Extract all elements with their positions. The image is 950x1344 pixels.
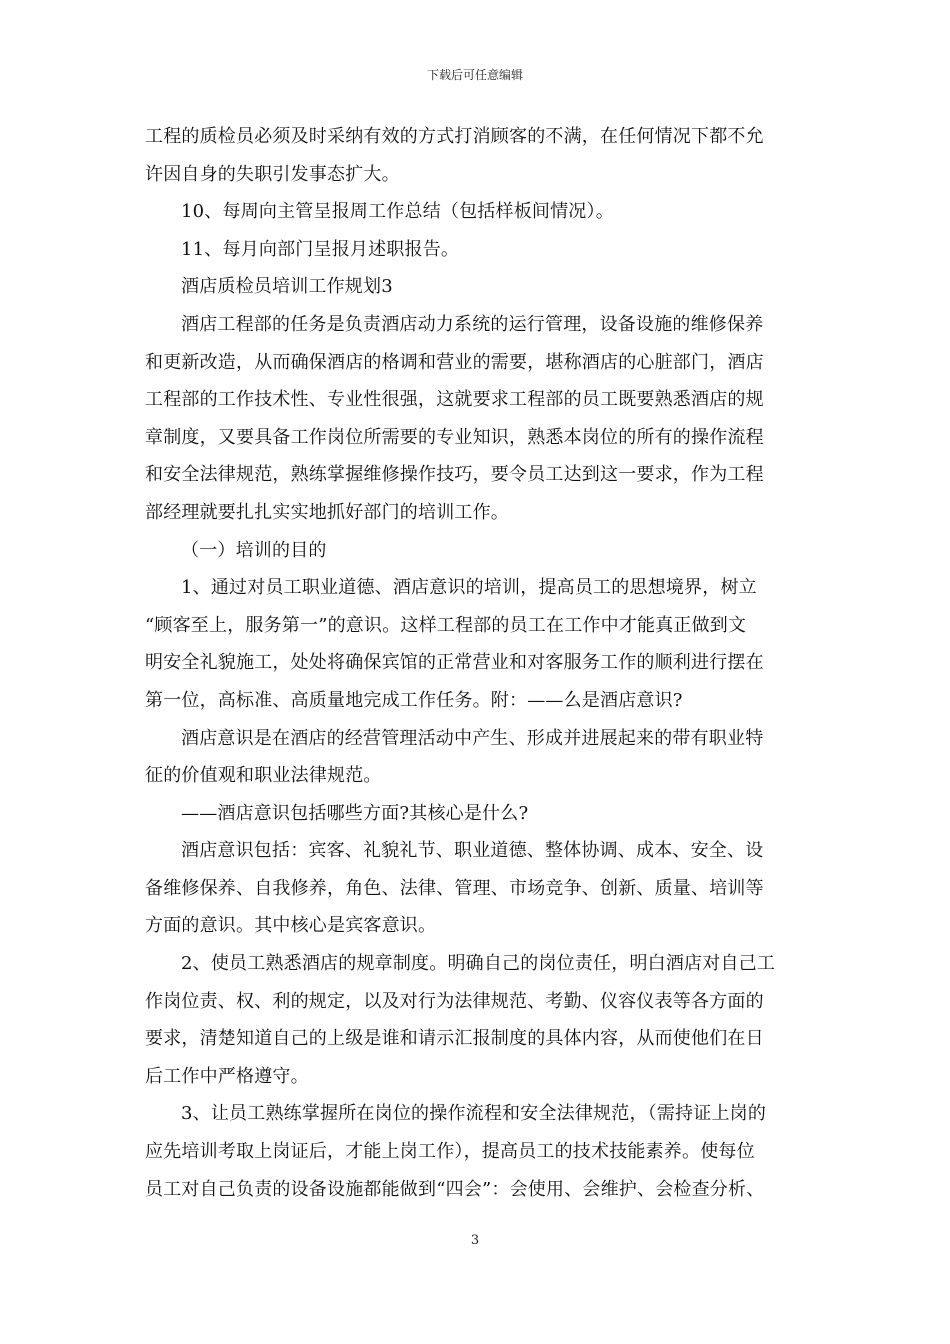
text-line: 工程部的工作技术性、专业性很强，这就要求工程部的员工既要熟悉酒店的规 bbox=[145, 389, 764, 411]
page-header: 下载后可任意编辑 bbox=[426, 68, 523, 82]
text-line: 11、每月向部门呈报月述职报告。 bbox=[181, 238, 460, 260]
text-line: 第一位，高标准、高质量地完成工作任务。附：——么是酒店意识? bbox=[145, 689, 683, 711]
text-line: 方面的意识。其中核心是宾客意识。 bbox=[145, 915, 437, 937]
text-line: 1、通过对员工职业道德、酒店意识的培训，提高员工的思想境界，树立 bbox=[181, 577, 757, 599]
text-line: ——酒店意识包括哪些方面?其核心是什么? bbox=[181, 802, 529, 824]
text-line: 备维修保养、自我修养，角色、法律、管理、市场竞争、创新、质量、培训等 bbox=[145, 877, 764, 899]
text-line: 2、使员工熟悉酒店的规章制度。明确自己的岗位责任，明白酒店对自己工 bbox=[181, 953, 776, 975]
text-line: 作岗位责、权、利的规定，以及对行为法律规范、考勤、仪容仪表等各方面的 bbox=[145, 990, 764, 1012]
text-line: 征的价值观和职业法律规范。 bbox=[145, 765, 382, 787]
text-line: 应先培训考取上岗证后，才能上岗工作），提高员工的技术技能素养。使每位 bbox=[145, 1141, 755, 1163]
text-line: （一）培训的目的 bbox=[181, 539, 327, 561]
text-line: 明安全礼貌施工，处处将确保宾馆的正常营业和对客服务工作的顺利进行摆在 bbox=[145, 652, 764, 674]
text-line: 章制度，又要具备工作岗位所需要的专业知识，熟悉本岗位的所有的操作流程 bbox=[145, 426, 764, 448]
text-line: 和安全法律规范，熟练掌握维修操作技巧，要令员工达到这一要求，作为工程 bbox=[145, 464, 764, 486]
text-line: 10、每周向主管呈报周工作总结（包括样板间情况）。 bbox=[181, 201, 614, 223]
text-line: 和更新改造，从而确保酒店的格调和营业的需要，堪称酒店的心脏部门，酒店 bbox=[145, 351, 764, 373]
text-line: 酒店质检员培训工作规划3 bbox=[181, 276, 393, 298]
document-body bbox=[145, 118, 809, 1208]
text-line: 酒店意识包括：宾客、礼貌礼节、职业道德、整体协调、成本、安全、设 bbox=[181, 840, 764, 862]
text-line: 许因自身的失职引发事态扩大。 bbox=[145, 163, 400, 185]
text-line: 要求，清楚知道自己的上级是谁和请示汇报制度的具体内容，从而使他们在日 bbox=[145, 1028, 764, 1050]
page-number: 3 bbox=[470, 1233, 480, 1248]
text-line: 部经理就要扎扎实实地抓好部门的培训工作。 bbox=[145, 501, 509, 523]
text-line: 酒店意识是在酒店的经营管理活动中产生、形成并进展起来的带有职业特 bbox=[181, 727, 764, 749]
text-line: “顾客至上，服务第一”的意识。这样工程部的员工在工作中才能真正做到文 bbox=[145, 614, 747, 636]
text-line: 3、让员工熟练掌握所在岗位的操作流程和安全法律规范，（需持证上岗的 bbox=[181, 1103, 767, 1125]
text-line: 后工作中严格遵守。 bbox=[145, 1065, 309, 1087]
text-line: 工程的质检员必须及时采纳有效的方式打消顾客的不满，在任何情况下都不允 bbox=[145, 126, 764, 147]
text-line: 酒店工程部的任务是负责酒店动力系统的运行管理，设备设施的维修保养 bbox=[181, 313, 764, 335]
text-line: 员工对自己负责的设备设施都能做到“四会”：会使用、会维护、会检查分析、 bbox=[145, 1178, 765, 1200]
